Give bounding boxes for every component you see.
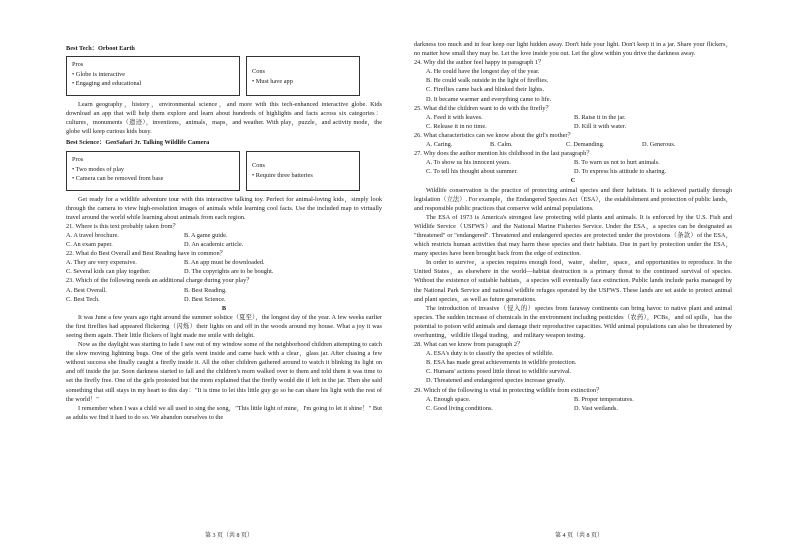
option: D. Best Science. <box>184 295 226 303</box>
question-24-options <box>414 67 732 103</box>
option: B. An app must be downloaded. <box>184 259 265 267</box>
option: D. Generous. <box>642 141 676 149</box>
option: A. Feed it with leaves. <box>426 113 483 121</box>
question-23-options <box>66 286 382 304</box>
cons-item: • Require three batteries <box>252 172 313 180</box>
pros-item: • Two modes of play <box>72 165 125 173</box>
option: C. Best Tech. <box>66 295 100 303</box>
pros-box <box>66 151 240 191</box>
option: C. Several kids can play together. <box>66 268 151 276</box>
question-28-options <box>414 349 732 385</box>
option: A. A travel brochure. <box>66 231 119 239</box>
option: A. He could have the longest day of the year. <box>426 68 540 76</box>
cons-box <box>246 151 360 191</box>
question-21-options <box>66 231 382 249</box>
question-29-options <box>414 395 732 413</box>
paragraph: darkness too much and in fear keep our light hidden away. Don't hide your light. Don't keep it in a jar. Share your flickers，no matter how small they may be. Let the love inside you out. Let the glow within you drive the darkness away. <box>414 41 732 58</box>
pros-title: Pros <box>72 61 84 69</box>
heading-best-tech: Best Tech：Orboot Earth <box>66 45 135 52</box>
heading-best-science: Best Science：GeoSafari Jr. Talking Wildlife Camera <box>66 139 210 147</box>
question-22: 22. What do Best Overall and Best Reading have in common？ <box>66 250 226 258</box>
page-number-right: 第 4 页（共 8 页） <box>555 533 604 539</box>
paragraph: I remember when I was a child we all used to sing the song，"This little light of mine，I'm going to let it shine！" But as adults we find it hard to do so. We abandon ourselves to the <box>66 404 382 421</box>
cons-box <box>246 56 360 96</box>
option: C. An exam paper. <box>66 241 113 249</box>
option: C. Humans' actions posed little threat to wildlife survival. <box>426 368 572 376</box>
pros-title: Pros <box>72 155 84 163</box>
option: B. To warn us not to hurt animals. <box>574 159 660 167</box>
cons-item: • Must have app <box>252 77 293 85</box>
option: C. Good living conditions. <box>426 404 493 412</box>
paragraph: The introduction of invasive（侵入的）species from faraway continents can bring havoc to native plant and animal species. The sudden increase of chemicals in the environment including pesticides（农药），PCBs，and oil spills，has the potential to poison wild animals and damage their reproductive capacities. Wild animal populations can also be threatened by overhunting，wildlife illegal trading，and military weapon testing. <box>414 304 732 339</box>
option: A. Caring. <box>426 141 453 149</box>
option: B. Raise it in the jar. <box>574 113 626 121</box>
option: C. To tell his thought about summer. <box>426 168 518 176</box>
question-25-options <box>414 113 732 131</box>
option: D. Vast wetlands. <box>574 404 618 412</box>
option: B. A game guide. <box>184 231 228 239</box>
option: D. To express his attitude to sharing. <box>574 168 667 176</box>
option: B. He could walk outside in the light of fireflies. <box>426 77 549 85</box>
option: D. Threatened and endangered species increase greatly. <box>426 377 566 385</box>
best-tech-pros-cons <box>66 56 382 96</box>
question-28: 28. What can we know from paragraph 2？ <box>414 341 524 349</box>
pros-item: • Camera can be removed from base <box>72 174 164 182</box>
cons-title: Cons <box>252 161 265 169</box>
question-26: 26. What characteristics can we know about the girl's mother？ <box>414 131 574 139</box>
option: B. Best Reading. <box>184 286 227 294</box>
paragraph: Now as the daylight was starting to fade I saw out of my window some of the neighborhood children attempting to catch the slow moving lightning bugs. One of the girls went inside and came back with a clear，glass jar. After chasing a few without success she finally caught a firefly inside it. All the other children gathered around to watch it blinking its light on and off inside the jar. Soon darkness started to fall and the children's mom walked over to them and told them it was time to set the firefly free. One of the girls protested but the mom explained that the firefly would die if left in the jar. Then she said something that still stays in my heart to this day："It is time to let this little guy go so he can share his light with the rest of the world！" <box>66 341 382 403</box>
question-24: 24. Why did the author feel happy in paragraph 1？ <box>414 59 545 67</box>
section-c-heading: C <box>570 177 576 185</box>
question-27: 27. Why does the author mention his childhood in the last paragraph？ <box>414 150 593 158</box>
option: A. To show us his innocent years. <box>426 159 511 167</box>
option: D. Kill it with water. <box>574 122 627 130</box>
option: A. ESA's duty is to classify the species of wildlife. <box>426 350 554 358</box>
option: D. It became warmer and everything came to life. <box>426 95 552 103</box>
option: B. ESA has made great achievements in wildlife protection. <box>426 359 577 367</box>
pros-box <box>66 56 240 96</box>
option: C. Demanding. <box>566 141 605 149</box>
option: A. Enough space. <box>426 395 471 403</box>
cons-title: Cons <box>252 67 265 75</box>
question-23: 23. Which of the following needs an additional charge during your play？ <box>66 277 253 285</box>
left-column <box>66 42 382 422</box>
pros-item: • Globe is interactive <box>72 71 126 79</box>
question-27-options <box>414 158 732 176</box>
option: D. An academic article. <box>184 241 244 249</box>
question-25: 25. What did the children want to do with the firefly？ <box>414 104 552 112</box>
right-column <box>414 40 732 413</box>
question-29: 29. Which of the following is vital in protecting wildlife from extinction？ <box>414 386 603 394</box>
question-26-options <box>414 140 732 149</box>
pros-item: • Engaging and educational <box>72 80 142 88</box>
option: D. The copyrights are to be bought. <box>184 268 274 276</box>
question-22-options <box>66 258 382 276</box>
option: B. Proper temperatures. <box>574 395 634 403</box>
page-number-left: 第 3 页（共 8 页） <box>205 533 254 539</box>
section-b-heading: B <box>221 304 227 312</box>
option: A. They are very expensive. <box>66 259 137 267</box>
option: C. Fireflies came back and blinked their lights. <box>426 86 545 94</box>
option: B. Calm. <box>490 141 513 149</box>
question-21: 21. Where is this text probably taken from？ <box>66 222 179 230</box>
paragraph: It was June a few years ago right around the summer solstice（夏至），the longest day of the year. A few weeks earlier the first fireflies had appeared flickering（闪烁）their lights on and off in the woods around my house. What a joy it was seeing them again. Their little flickers of light made me smile with delight. <box>66 313 382 339</box>
best-science-pros-cons <box>66 151 382 191</box>
option: A. Best Overall. <box>66 286 107 294</box>
paragraph: In order to survive，a species requires enough food，water，shelter，space，and opportunities to reproduce. In the United States，as elsewhere in the world—habitat destruction is a primary threat to the continued survival of species. Without the existence of suitable habitats，a species will eventually face extinction. Public lands include parks managed by the National Park Service and national wildlife refuges operated by the USFWS. These lands are set aside to protect animal and plant species，as well as future generations. <box>414 259 732 303</box>
paragraph: The ESA of 1973 is America's strongest law protecting wild plants and animals. It is enforced by the U.S. Fish and Wildlife Service（USFWS）and the National Marine Fisheries Service. Under the ESA，a species can be designated as "threatened" or "endangered". Threatened and endangered species are protected under the provisions（条款）of the ESA，which restricts human activities that may harm these species and their habitats. Due in part by protection under the ESA，many species have been brought back from the edge of extinction. <box>414 213 732 258</box>
paragraph: Learn geography，history，environmental science，and more with this tech-enhanced interactive globe. Kids download an app that will help them explore and learn about hundreds of highlights and facts across six categories：cultures，monuments（遗迹），inventions，animals，maps，and weather. With play，puzzle，and activity mode，the globe will keep curious kids busy. <box>66 101 382 136</box>
paragraph: Wildlife conservation is the practice of protecting animal species and their habitats. It is achieved partially through legislation（立法）. For example，the Endangered Species Act（ESA），the establishment and protection of public lands，and responsible public practices that conserve wild animal populations. <box>414 186 732 212</box>
option: C. Release it in no time. <box>426 122 487 130</box>
paragraph: Get ready for a wildlife adventure tour with this interactive talking toy. Perfect for animal-loving kids，simply look through the camera to view high-resolution images of animals while learning cool facts. Use the included map to virtually travel around the world while learning about animals from each region. <box>66 195 382 221</box>
